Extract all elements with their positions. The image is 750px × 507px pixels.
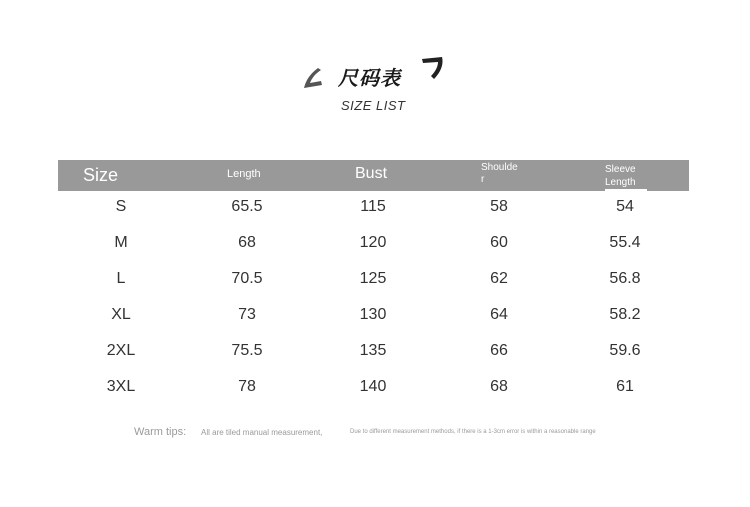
cell-bust: 125 xyxy=(359,270,387,287)
cell-bust: 115 xyxy=(360,198,386,215)
warm-tips-line-1: All are tiled manual measurement, xyxy=(201,428,323,437)
table-row xyxy=(58,262,689,298)
warm-tips-line-2: Due to different measurement methods, if there is a 1-3cm error is within a reasonable range xyxy=(350,429,596,435)
cell-bust: 135 xyxy=(359,342,387,359)
header-length: Length xyxy=(227,168,261,180)
cell-size: 3XL xyxy=(106,378,136,395)
cell-sleeve-length: 54 xyxy=(616,198,634,215)
cell-length: 70.5 xyxy=(231,270,263,287)
cell-sleeve-length: 56.8 xyxy=(609,270,641,287)
table-row xyxy=(58,190,689,226)
cell-shoulder: 66 xyxy=(490,342,508,359)
header-size: Size xyxy=(83,165,119,185)
size-table-body xyxy=(58,190,689,406)
table-row xyxy=(58,370,689,406)
cell-sleeve-length: 58.2 xyxy=(609,306,641,323)
cell-length: 78 xyxy=(238,378,256,395)
cell-shoulder: 58 xyxy=(490,198,508,215)
header-bust: Bust xyxy=(355,165,388,182)
warm-tips-label: Warm tips: xyxy=(134,426,187,438)
cell-shoulder: 62 xyxy=(490,270,508,287)
header-sleeve-length: Sleeve Length xyxy=(605,164,636,188)
title-english: SIZE LIST xyxy=(341,98,406,113)
cell-size: L xyxy=(116,270,126,287)
cell-length: 68 xyxy=(238,234,256,251)
cell-size: XL xyxy=(111,306,131,323)
title-block xyxy=(0,0,750,130)
cell-size: 2XL xyxy=(106,342,136,359)
table-header xyxy=(58,160,689,191)
cell-shoulder: 64 xyxy=(490,306,508,323)
cell-length: 73 xyxy=(238,306,256,323)
cell-sleeve-length: 59.6 xyxy=(609,342,641,359)
cell-sleeve-length: 55.4 xyxy=(609,234,641,251)
cell-size: M xyxy=(114,234,128,251)
cell-shoulder: 60 xyxy=(490,234,508,251)
left-bracket-decoration xyxy=(300,66,326,92)
cell-size: S xyxy=(115,198,127,215)
title-chinese: 尺码表 xyxy=(338,66,401,90)
cell-bust: 140 xyxy=(359,378,387,395)
table-row xyxy=(58,298,689,334)
cell-shoulder: 68 xyxy=(490,378,508,395)
table-row xyxy=(58,334,689,370)
cell-length: 65.5 xyxy=(231,198,263,215)
header-shoulder: Shoulder xyxy=(481,162,518,185)
table-row xyxy=(58,226,689,262)
cell-bust: 130 xyxy=(359,306,387,323)
cell-length: 75.5 xyxy=(231,342,263,359)
cell-sleeve-length: 61 xyxy=(616,378,634,395)
cell-bust: 120 xyxy=(359,234,387,251)
right-bracket-decoration xyxy=(420,55,446,81)
